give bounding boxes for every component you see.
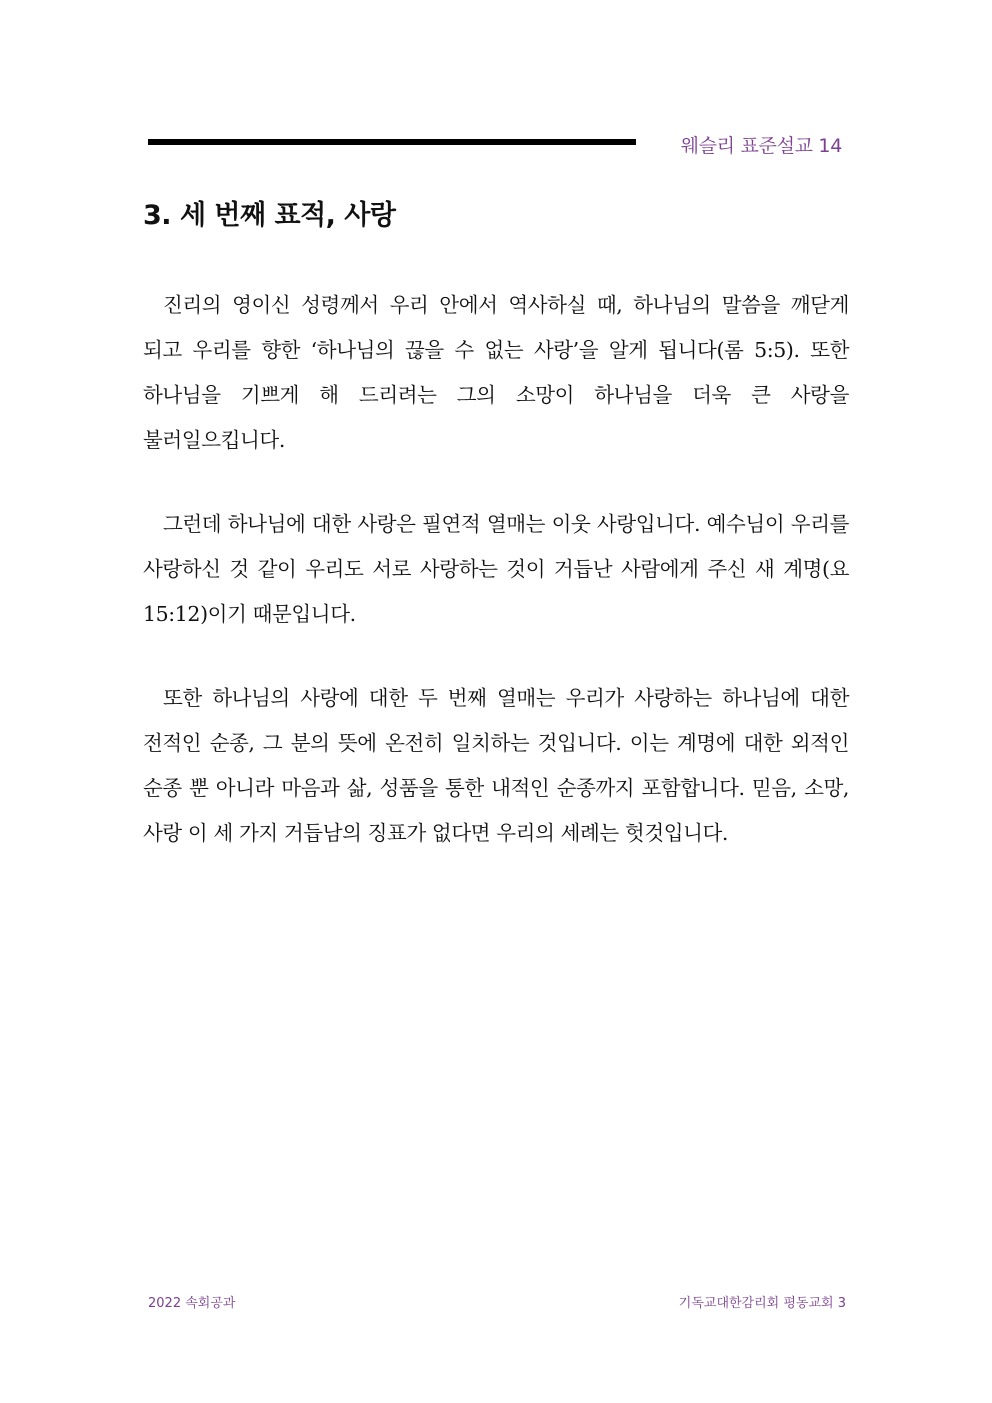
- paragraph-1: 진리의 영이신 성령께서 우리 안에서 역사하실 때, 하나님의 말씀을 깨닫게 되고 우리를 향한 ‘하나님의 끊을 수 없는 사랑’을 알게 됩니다(롬 5:5). 또한 하나님을 기쁘게 해 드리려는 그의 소망이 하나님을 더욱 큰 사랑을 불러일으킵니다.: [143, 293, 849, 452]
- header-rule: [148, 139, 636, 145]
- footer-left: 2022 속회공과: [148, 1296, 236, 1311]
- header-title: 웨슬리 표준설교 14: [680, 135, 842, 157]
- paragraph-3: 또한 하나님의 사랑에 대한 두 번째 열매는 우리가 사랑하는 하나님에 대한 전적인 순종, 그 분의 뜻에 온전히 일치하는 것입니다. 이는 계명에 대한 외적인 순종 뿐 아니라 마음과 삶, 성품을 통한 내적인 순종까지 포함합니다. 믿음, 소망, 사랑 이 세 가지 거듭남의 징표가 없다면 우리의 세례는 헛것입니다.: [143, 686, 849, 845]
- section-heading: 3. 세 번째 표적, 사랑: [143, 200, 396, 231]
- body-text: [143, 283, 849, 895]
- footer-right: 기독교대한감리회 평동교회 3: [678, 1296, 846, 1311]
- paragraph-2: 그런데 하나님에 대한 사랑은 필연적 열매는 이웃 사랑입니다. 예수님이 우리를 사랑하신 것 같이 우리도 서로 사랑하는 것이 거듭난 사람에게 주신 새 계명(요 15:12)이기 때문입니다.: [143, 512, 849, 626]
